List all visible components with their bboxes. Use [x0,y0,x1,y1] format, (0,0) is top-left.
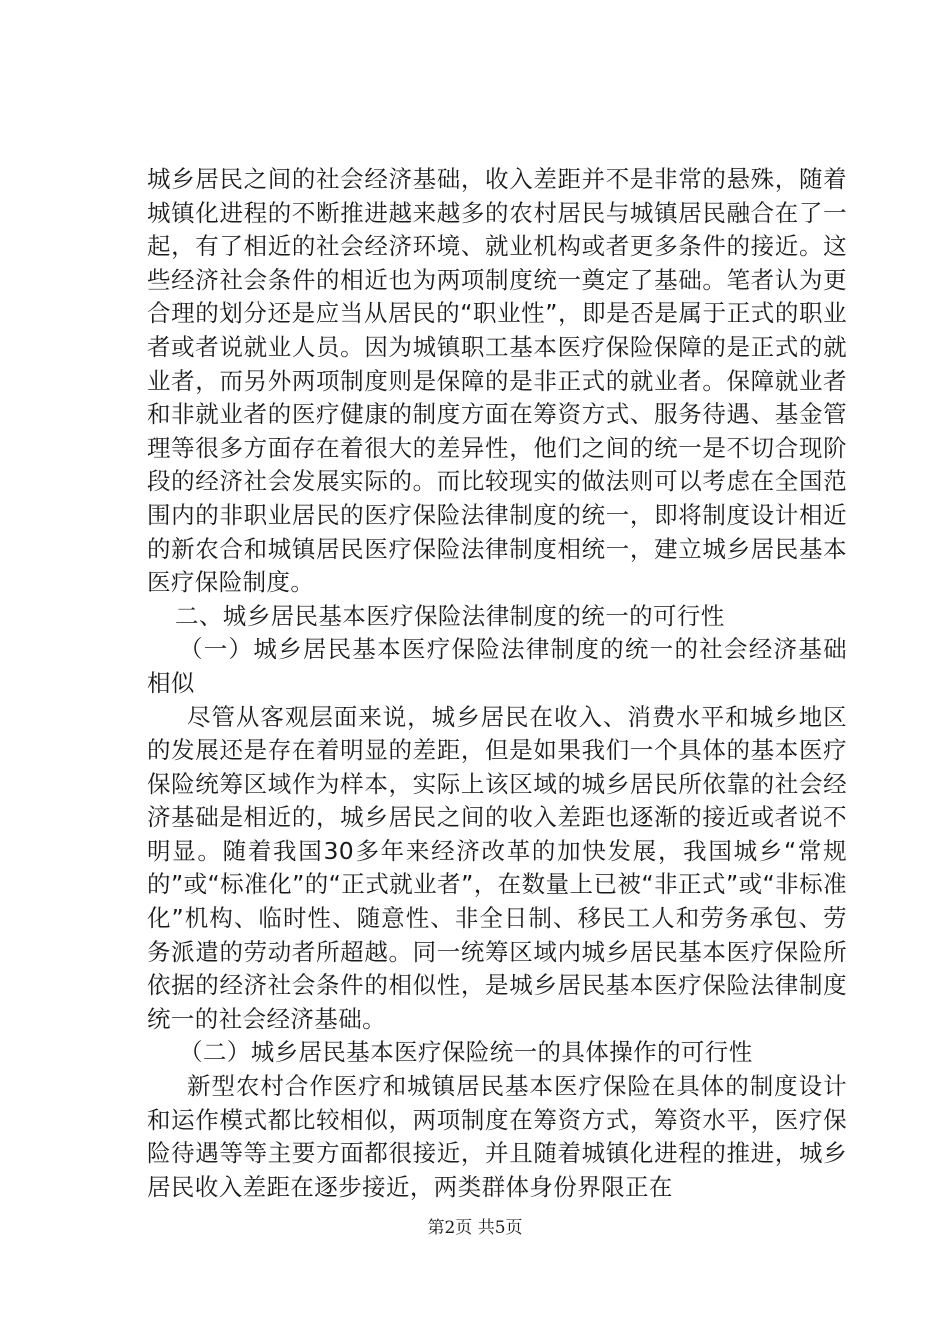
paragraph-body-1: 尽管从客观层面来说，城乡居民在收入、消费水平和城乡地区的发展还是存在着明显的差距，但是如果我们一个具体的基本医疗保险统筹区域作为样本，实际上该区域的城乡居民所依靠的社会经济基础是相近的，城乡居民之间的收入差距也逐渐的接近或者说不明显。随着我国30多年来经济改革的加快发展，我国城乡“常规的”或“标准化”的“正式就业者”，在数量上已被“非正式”或“非标准化”机构、临时性、随意性、非全日制、移民工人和劳务承包、劳务派遣的劳动者所超越。同一统筹区域内城乡居民基本医疗保险所依据的经济社会条件的相似性，是城乡居民基本医疗保险法律制度统一的社会经济基础。 [147,702,847,1033]
paragraph-continuation: 城乡居民之间的社会经济基础，收入差距并不是非常的悬殊，随着城镇化进程的不断推进越来越多的农村居民与城镇居民融合在了一起，有了相近的社会经济环境、就业机构或者更多条件的接近。这些经济社会条件的相近也为两项制度统一奠定了基础。笔者认为更合理的划分还是应当从居民的“职业性”，即是否是属于正式的职业者或者说就业人员。因为城镇职工基本医疗保险保障的是正式的就业者，而另外两项制度则是保障的是非正式的就业者。保障就业者和非就业者的医疗健康的制度方面在筹资方式、服务待遇、基金管理等很多方面存在着很大的差异性，他们之间的统一是不切合现阶段的经济社会发展实际的。而比较现实的做法则可以考虑在全国范围内的非职业居民的医疗保险法律制度的统一，即将制度设计相近的新农合和城镇居民医疗保险法律制度相统一，建立城乡居民基本医疗保险制度。 [147,165,847,597]
page-number-footer: 第2页 共5页 [427,1218,523,1238]
subsection-heading-2: （二）城乡居民基本医疗保险统一的具体操作的可行性 [179,1038,753,1067]
paragraph-body-2: 新型农村合作医疗和城镇居民基本医疗保险在具体的制度设计和运作模式都比较相似，两项制度在筹资方式，筹资水平，医疗保险待遇等等主要方面都很接近，并且随着城镇化进程的推进，城乡居民收入差距在逐步接近，两类群体身份界限正在 [147,1072,847,1201]
section-heading: 二、城乡居民基本医疗保险法律制度的统一的可行性 [175,601,725,630]
subsection-heading-1: （一）城乡居民基本医疗保险法律制度的统一的社会经济基础相似 [147,635,847,697]
document-body [147,163,847,1204]
